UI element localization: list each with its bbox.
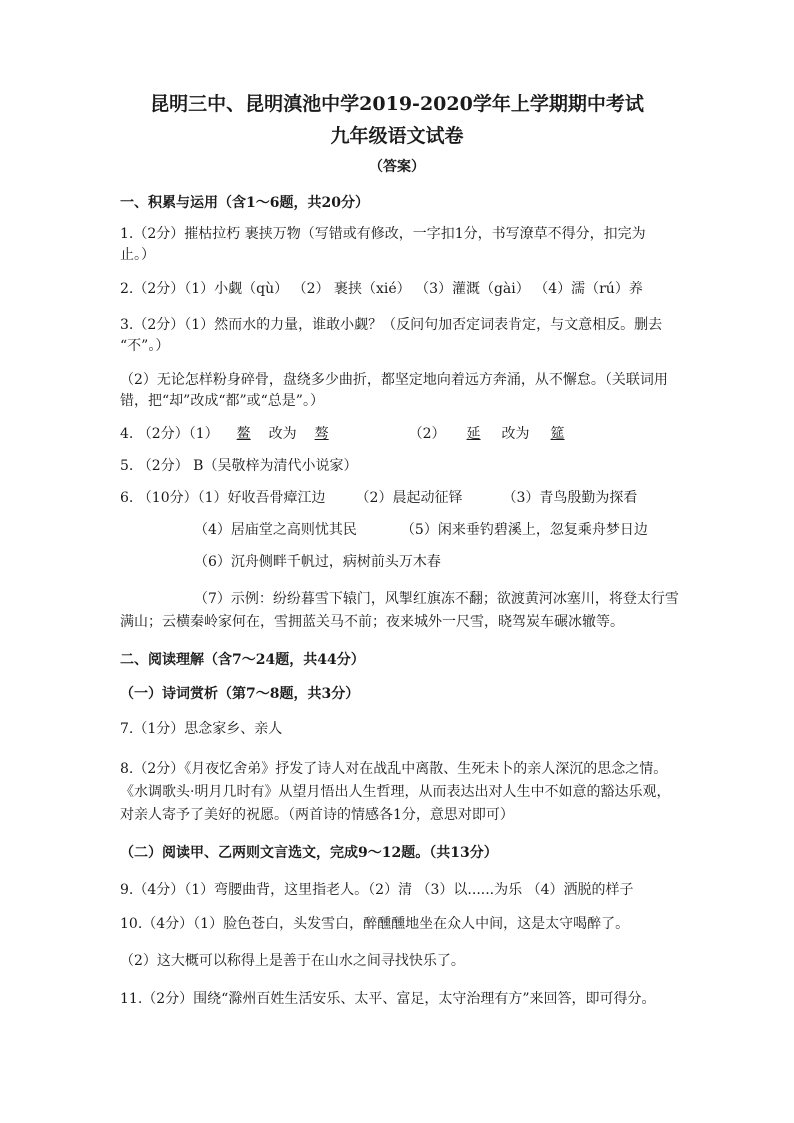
q6-line2 xyxy=(194,520,648,540)
section-heading-2: 二、阅读理解（含7～24题，共44分） xyxy=(120,652,365,668)
q6-item7-line2: 满山；云横秦岭家何在，雪拥蓝关马不前；夜来城外一尺雪，晓驾炭车碾冰辙等。 xyxy=(120,614,624,630)
q10-line1: 10.（4分）（1）脸色苍白，头发雪白，醉醺醺地坐在众人中间，这是太守喝醉了。 xyxy=(120,916,630,932)
q8-line3: 对亲人寄予了美好的祝愿。（两首诗的情感各1分，意思对即可） xyxy=(120,807,514,823)
q5-line1: 5. （2分） B（吴敬梓为清代小说家） xyxy=(120,458,358,474)
q4-change-1: 改为 xyxy=(268,426,297,442)
q6-item7-line1: （7）示例：纷纷暮雪下辕门，风掣红旗冻不翻；欲渡黄河冰塞川，将登太行雪 xyxy=(194,591,679,607)
q8-line1: 8.（2分）《月夜忆舍弟》抒发了诗人对在战乱中离散、生死未卜的亲人深沉的思念之情。 xyxy=(120,761,668,777)
q6-item6: （6）沉舟侧畔千帆过，病树前头万木春 xyxy=(194,554,441,570)
q2-line1: 2.（2分）（1）小觑（qù） （2） 裹挟（xié） （3）灌溉（gài） （4）濡（rú）养 xyxy=(120,281,643,297)
q4-word-1: 鳌 xyxy=(236,426,251,442)
q4-word-4: 筵 xyxy=(550,426,565,442)
q7-line1: 7.（1分）思念家乡、亲人 xyxy=(120,721,283,737)
q6-item3: （3）青鸟殷勤为探看 xyxy=(502,490,638,506)
q6-item5: （5）闲来垂钓碧溪上，忽复乘舟梦日边 xyxy=(400,522,648,538)
q6-item1: 6. （10分）（1）好收吾骨瘴江边 xyxy=(120,490,326,506)
q3-line4: 错，把“却”改成“都”或“总是”。） xyxy=(120,393,324,409)
subsection-heading-1: （一）诗词赏析（第7～8题，共3分） xyxy=(120,686,360,702)
q4-word-3: 延 xyxy=(466,426,481,442)
q6-line1 xyxy=(120,488,637,508)
q3-line2: “不”。） xyxy=(120,338,170,354)
q1-line1: 1.（2分）摧枯拉朽 裹挟万物（写错或有修改，一字扣1分，书写潦草不得分，扣完为 xyxy=(120,226,646,242)
q4-prefix: 4. （2分）（1） xyxy=(120,426,219,442)
subsection-heading-2: （二）阅读甲、乙两则文言选文，完成9～12题。（共13分） xyxy=(120,845,498,861)
q10-line2: （2）这大概可以称得上是善于在山水之间寻找快乐了。 xyxy=(120,953,465,969)
q4-word-2: 骜 xyxy=(314,426,329,442)
q4-line xyxy=(120,424,586,444)
q11-line1: 11.（2分）围绕“滁州百姓生活安乐、太平、富足，太守治理有方”来回答，即可得分。 xyxy=(120,991,656,1007)
q8-line2: 《水调歌头·明月几时有》从望月悟出人生哲理，从而表达出对人生中不如意的豁达乐观， xyxy=(120,784,671,800)
document-subtitle: 九年级语文试卷 xyxy=(330,125,464,147)
q3-line3: （2）无论怎样粉身碎骨，盘绕多少曲折，都坚定地向着远方奔涌，从不懈怠。（关联词用 xyxy=(120,372,668,388)
document-title: 昆明三中、昆明滇池中学2019-2020学年上学期期中考试 xyxy=(150,93,644,115)
q6-item2: （2）晨起动征铎 xyxy=(355,490,463,506)
q6-item4: （4）居庙堂之高则忧其民 xyxy=(194,522,357,538)
section-heading-1: 一、积累与运用（含1～6题，共20分） xyxy=(120,195,369,211)
q9-line1: 9.（4分）（1）弯腰曲背，这里指老人。（2）清 （3）以......为乐 （4）洒脱的样子 xyxy=(120,882,634,898)
q4-part2: （2） xyxy=(408,426,446,442)
answer-label: （答案） xyxy=(369,159,425,175)
q3-line1: 3.（2分）（1）然而水的力量，谁敢小觑？（反问句加否定词表肯定，与文意相反。删去 xyxy=(120,317,663,333)
q4-change-2: 改为 xyxy=(501,426,530,442)
q1-line2: 止。） xyxy=(120,247,155,263)
